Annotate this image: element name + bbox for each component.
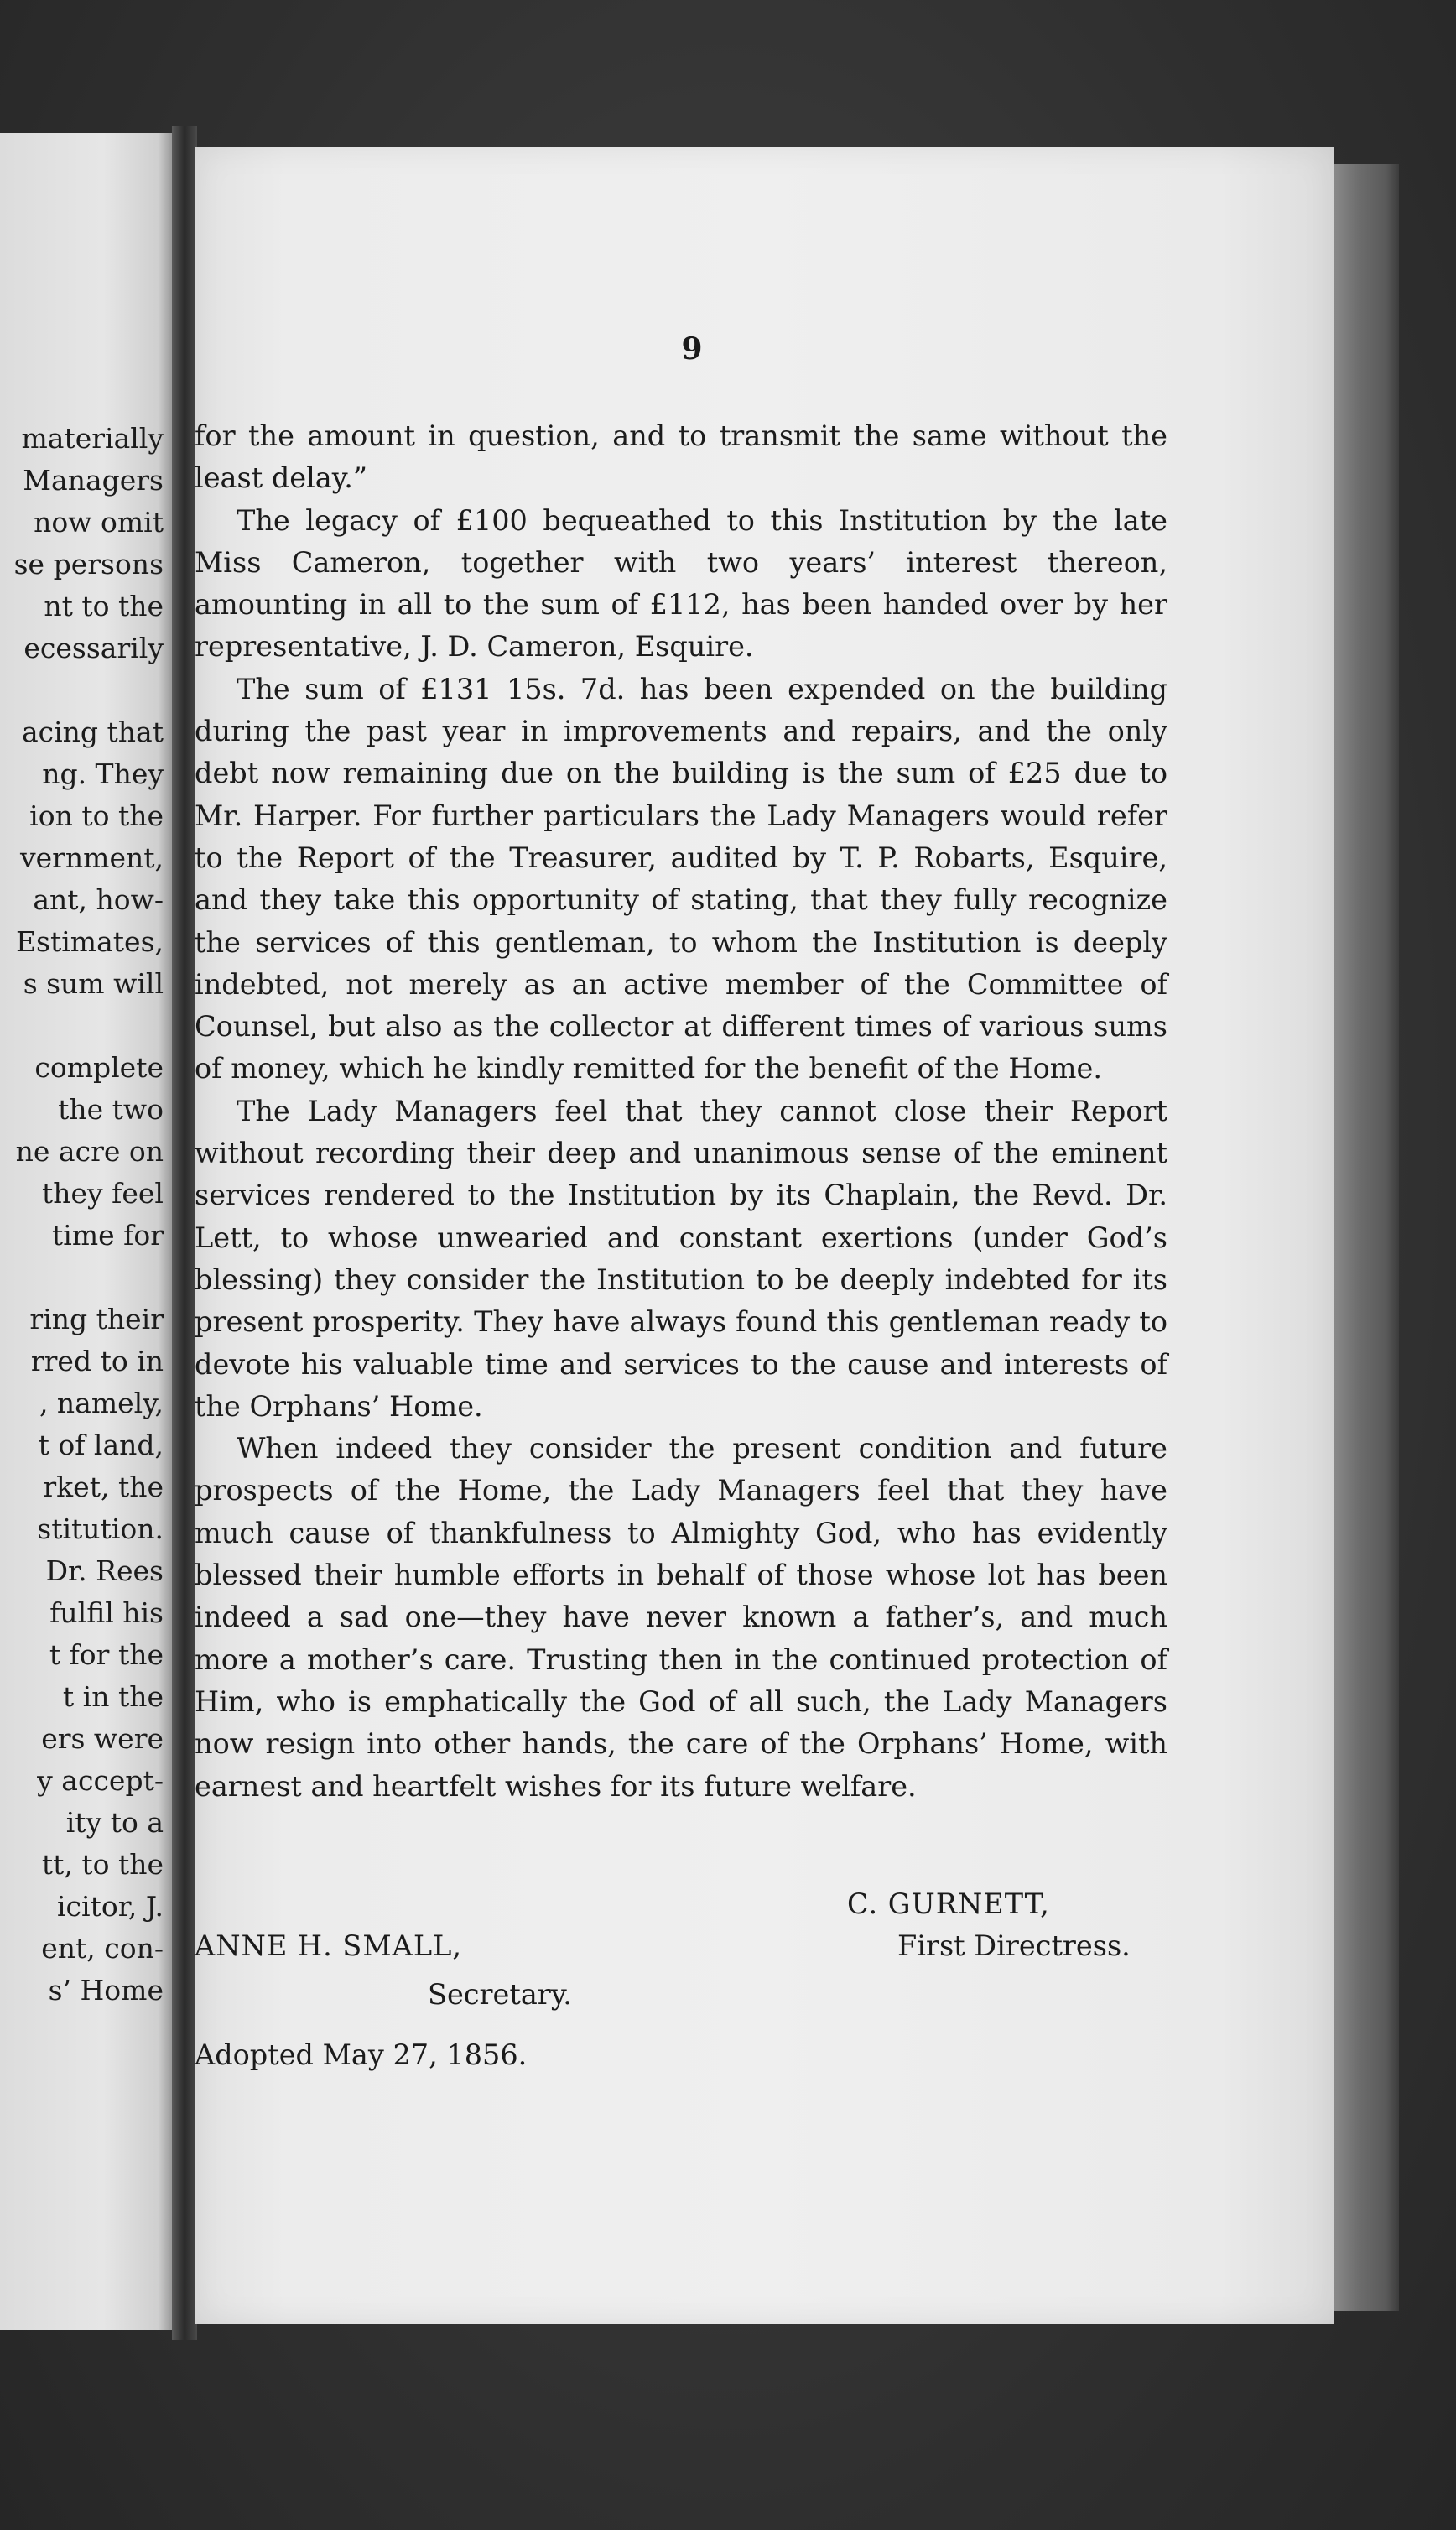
left-page-line: nt to the (44, 590, 164, 622)
left-page-line: ring their (29, 1303, 164, 1335)
left-page-line: they feel (41, 1177, 164, 1210)
left-page-line: ers were (41, 1722, 164, 1755)
left-page-line: ne acre on (15, 1135, 164, 1168)
left-page-line: complete (34, 1051, 164, 1084)
left-facing-page (0, 133, 172, 2330)
left-page-line: ent, con- (41, 1932, 164, 1965)
left-page-line (0, 669, 164, 711)
left-page-line: tt, to the (41, 1848, 164, 1881)
left-page-line: rred to in (30, 1345, 164, 1377)
left-page-line: ant, how- (33, 883, 164, 916)
left-page-line: ion to the (29, 799, 164, 832)
secretary-title: Secretary. (428, 1978, 572, 2011)
paragraph: When indeed they consider the present condition and future prospects of the Home, the Lady Managers feel that they have much cause of thankfulness to Almighty God, who has evidently blessed their humble efforts in behalf of those whose lot has been indeed a sad one—they have never known a father’s, and much more a mother’s care. Trusting then in the continued protection of Him, who is emphatically the God of all such, the Lady Managers now resign into other hands, the care of the Orphans’ Home, with earnest and heartfelt wishes for its future welfare. (195, 1432, 1167, 1803)
left-page-line: stitution. (37, 1512, 164, 1545)
left-page-line: now omit (34, 506, 164, 539)
left-page-line: materially (21, 422, 164, 455)
left-page-line: s’ Home (48, 1974, 164, 2007)
left-page-line: acing that (21, 716, 164, 748)
paragraph: for the amount in question, and to transmit the same without the least delay.” (195, 419, 1167, 495)
left-page-line: ng. They (42, 757, 164, 790)
paragraph: The Lady Managers feel that they cannot close their Report without recording their deep and unanimous sense of the eminent services rendered to the Institution by its Chaplain, the Revd. Dr. Lett, to whose unwearied and constant exertions (under God’s blessing) they consider the Institution to be deeply indebted for its present prosperity. They have always found this gentleman ready to devote his valuable time and services to the cause and interests of the Orphans’ Home. (195, 1094, 1167, 1423)
paragraph: The sum of £131 15s. 7d. has been expended on the building during the past year in improvements and repairs, and the only debt now remaining due on the building is the sum of £25 due to Mr. Harper. For further particulars the Lady Managers would refer to the Report of the Treasurer, audited by T. P. Robarts, Esquire, and they take this opportunity of stating, that they fully recognize the services of this gentleman, to whom the Institution is deeply indebted, not merely as an active member of the Committee of Counsel, but also as the collector at different times of various sums of money, which he kindly remitted for the benefit of the Home. (195, 672, 1167, 1085)
adopted-date: Adopted May 27, 1856. (195, 2038, 528, 2071)
left-page-line: y accept- (37, 1764, 164, 1797)
left-page-line: icitor, J. (56, 1890, 164, 1923)
left-page-line: vernment, (19, 841, 164, 874)
left-page-line: fulfil his (49, 1596, 164, 1629)
left-page-line: ecessarily (23, 632, 164, 664)
left-page-line: time for (52, 1219, 164, 1252)
book-gutter (172, 126, 197, 2340)
left-page-line: se persons (13, 548, 164, 580)
left-page-line (0, 1257, 164, 1299)
left-page-line: s sum will (23, 967, 164, 1000)
left-page-line: Managers (23, 464, 164, 497)
left-page-line: , namely, (39, 1387, 164, 1419)
page-edge-shadow (1334, 164, 1399, 2311)
secretary-signature: ANNE H. SMALL, (195, 1929, 463, 1962)
left-page-line: t of land, (38, 1429, 164, 1461)
left-page-line: ity to a (65, 1806, 164, 1839)
body-text (195, 415, 1167, 1808)
directress-signature: C. GURNETT, (847, 1887, 1050, 1920)
directress-title: First Directress. (897, 1929, 1131, 1962)
left-page-line: the two (58, 1093, 164, 1126)
paragraph: The legacy of £100 bequeathed to this Institution by the late Miss Cameron, together with two years’ interest thereon, amounting in all to the sum of £112, has been handed over by her representative, J. D. Cameron, Esquire. (195, 503, 1167, 664)
left-page-line: t for the (49, 1638, 164, 1671)
left-page-line: Estimates, (15, 925, 164, 958)
left-page-line: t in the (62, 1680, 164, 1713)
left-page-line: Dr. Rees (45, 1554, 164, 1587)
left-page-line: rket, the (43, 1471, 164, 1503)
left-page-text (0, 418, 164, 2012)
page-number: 9 (681, 331, 703, 367)
left-page-line (0, 1005, 164, 1047)
